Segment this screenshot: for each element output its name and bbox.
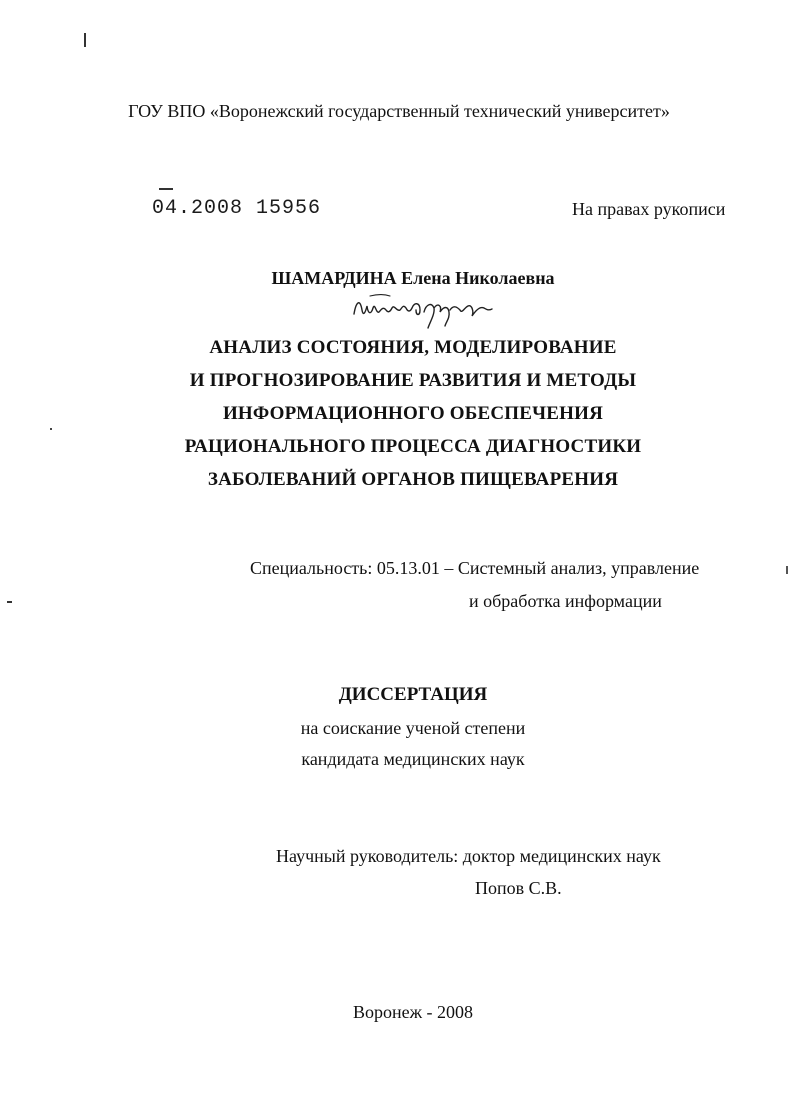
dissertation-label: ДИССЕРТАЦИЯ	[338, 684, 488, 705]
title-line: ЗАБОЛЕВАНИЙ ОРГАНОВ ПИЩЕВАРЕНИЯ	[207, 469, 619, 490]
stamp-dash	[159, 188, 173, 190]
title-line: ИНФОРМАЦИОННОГО ОБЕСПЕЧЕНИЯ	[222, 403, 604, 424]
degree-line-1: на соискание ученой степени	[300, 718, 526, 738]
rights-note: На правах рукописи	[572, 199, 726, 219]
scan-artifact-mark	[84, 33, 86, 47]
title-line: АНАЛИЗ СОСТОЯНИЯ, МОДЕЛИРОВАНИЕ	[209, 337, 617, 358]
university-header: ГОУ ВПО «Воронежский государственный технический университет»	[128, 101, 670, 121]
advisor-line: Научный руководитель: доктор медицинских наук	[276, 846, 661, 866]
registration-stamp-number: 04.2008 15956	[152, 197, 322, 220]
author-signature	[350, 288, 510, 330]
author-name: ШАМАРДИНА Елена Николаевна	[271, 268, 555, 288]
advisor-name: Попов С.В.	[475, 878, 562, 898]
scan-artifact-tick	[786, 566, 788, 574]
specialty-line-1: Специальность: 05.13.01 – Системный анализ, управление	[250, 558, 700, 578]
title-line: РАЦИОНАЛЬНОГО ПРОЦЕССА ДИАГНОСТИКИ	[184, 436, 642, 457]
city-year: Воронеж - 2008	[352, 1002, 474, 1022]
specialty-line-2: и обработка информации	[469, 591, 662, 611]
title-line: И ПРОГНОЗИРОВАНИЕ РАЗВИТИЯ И МЕТОДЫ	[189, 370, 637, 391]
dissertation-title	[0, 331, 798, 496]
degree-line-2: кандидата медицинских наук	[301, 749, 525, 769]
scan-artifact-dash	[7, 601, 12, 603]
